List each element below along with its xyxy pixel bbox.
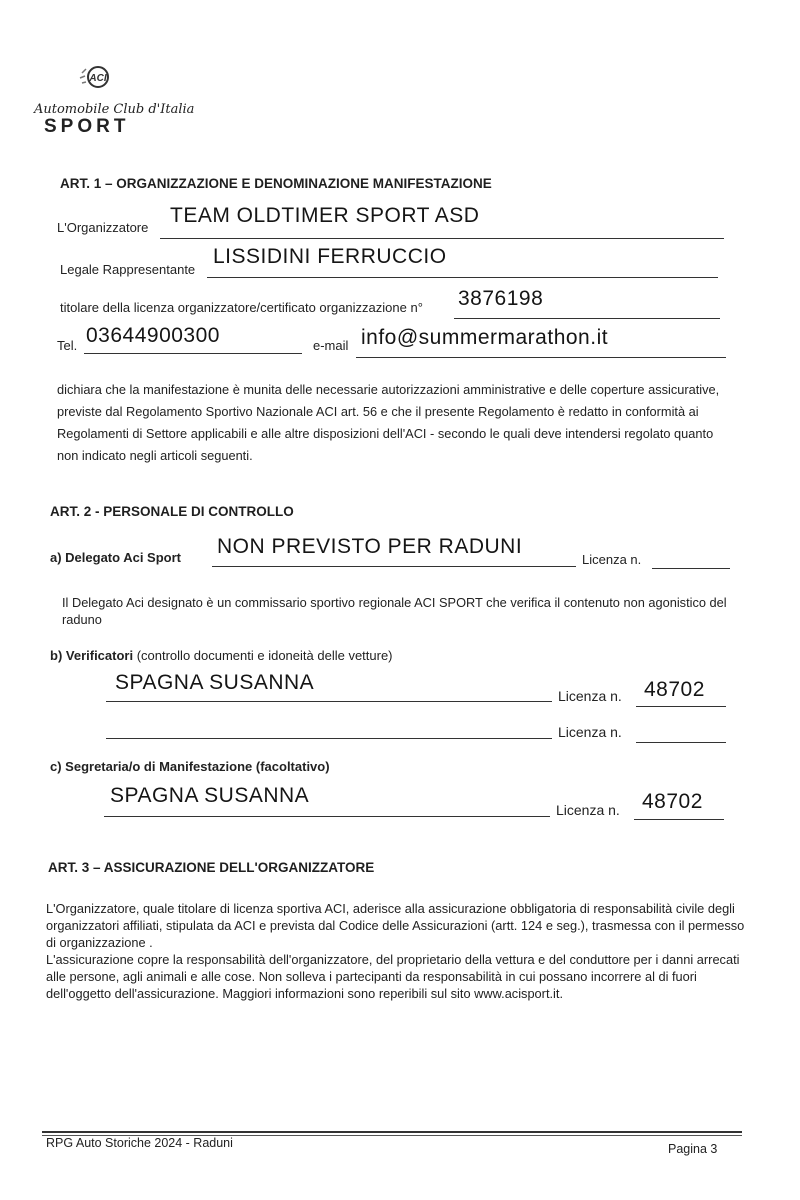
art3-paragraph-1: L'Organizzatore, quale titolare di licenza sportiva ACI, aderisce alla assicurazione obbligatoria di responsabilità civile degli organizzatori affiliati, stipulata da ACI e prevista dal Codice delle Assicurazioni (artt. 124 e seg.), trasmessa con il permesso di organizzazione . — [46, 901, 745, 950]
verificatore-licenza-value: 48702 — [644, 678, 705, 701]
tel-value: 03644900300 — [86, 324, 220, 347]
segretario-name: SPAGNA SUSANNA — [110, 784, 310, 807]
tel-line — [84, 353, 302, 354]
art1-heading: ART. 1 – ORGANIZZAZIONE E DENOMINAZIONE MANIFESTAZIONE — [60, 176, 492, 191]
email-line — [356, 357, 726, 358]
organizzatore-line — [160, 238, 724, 239]
logo-club-name: Automobile Club d'Italia — [34, 102, 195, 117]
footer-document-title: RPG Auto Storiche 2024 - Raduni — [46, 1136, 233, 1150]
segretario-licenza-line — [634, 819, 724, 820]
art2-heading: ART. 2 - PERSONALE DI CONTROLLO — [50, 504, 294, 519]
email-value: info@summermarathon.it — [361, 326, 609, 349]
licenza-organizzatore-line — [454, 318, 720, 319]
tel-label: Tel. — [57, 338, 78, 353]
segretario-licenza-value: 48702 — [642, 790, 703, 813]
art3-heading: ART. 3 – ASSICURAZIONE DELL'ORGANIZZATORE — [48, 860, 375, 875]
segretario-licenza-label: Licenza n. — [556, 802, 620, 818]
segretario-line — [104, 816, 550, 817]
segretario-label: c) Segretaria/o di Manifestazione (facoltativo) — [50, 759, 330, 774]
rappresentante-line — [207, 277, 718, 278]
delegato-licenza-line — [652, 568, 730, 569]
rappresentante-label: Legale Rappresentante — [60, 262, 196, 277]
delegato-line — [212, 566, 576, 567]
verificatore-name: SPAGNA SUSANNA — [115, 671, 315, 694]
verificatore2-licenza-label: Licenza n. — [558, 724, 622, 740]
licenza-organizzatore-label: titolare della licenza organizzatore/certificato organizzazione n° — [60, 300, 423, 315]
rappresentante-value: LISSIDINI FERRUCCIO — [213, 245, 447, 268]
delegato-label: a) Delegato Aci Sport — [50, 550, 181, 565]
organizzatore-value: TEAM OLDTIMER SPORT ASD — [170, 204, 480, 227]
footer-page-number: Pagina 3 — [668, 1142, 718, 1156]
footer-rule — [42, 1131, 742, 1133]
verificatori-heading — [50, 648, 393, 663]
verificatori-label: b) Verificatori — [50, 648, 134, 663]
verificatori-sub: (controllo documenti e idoneità delle vetture) — [136, 648, 393, 663]
art1-paragraph: dichiara che la manifestazione è munita delle necessarie autorizzazioni amministrative e delle coperture assicurative, previste dal Regolamento Sportivo Nazionale ACI art. 56 e che il presente Regolamento è redatto in conformità ai Regolamenti di Settore applicabili e alle altre disposizioni dell'ACI - secondo le quali deve intendersi regolato quanto non indicato negli articoli seguenti. — [57, 382, 720, 463]
art3-paragraph-2: L'assicurazione copre la responsabilità dell'organizzatore, del proprietario della vettura e del conduttore per i danni arrecati alle persone, agli animali e alle cose. Non solleva i partecipanti da responsabilità in cui possano incorrere al di fuori dell'oggetto dell'assicurazione. Maggiori informazioni sono reperibili sul sito www.acisport.it. — [46, 952, 740, 1001]
delegato-licenza-label: Licenza n. — [582, 552, 642, 567]
logo-sport-word: SPORT — [44, 116, 130, 137]
aci-logo-icon — [76, 64, 112, 90]
email-label: e-mail — [313, 338, 349, 353]
delegato-note: Il Delegato Aci designato è un commissario sportivo regionale ACI SPORT che verifica il contenuto non agonistico del raduno — [62, 595, 727, 627]
organizzatore-label: L'Organizzatore — [57, 220, 149, 235]
licenza-organizzatore-value: 3876198 — [458, 287, 544, 310]
svg-text:ACI: ACI — [89, 73, 107, 84]
verificatore-licenza-label: Licenza n. — [558, 688, 622, 704]
verificatore2-licenza-line — [636, 742, 726, 743]
verificatore-licenza-line — [636, 706, 726, 707]
verificatore-line — [106, 701, 552, 702]
verificatore2-line — [106, 738, 552, 739]
delegato-value: NON PREVISTO PER RADUNI — [217, 535, 523, 558]
